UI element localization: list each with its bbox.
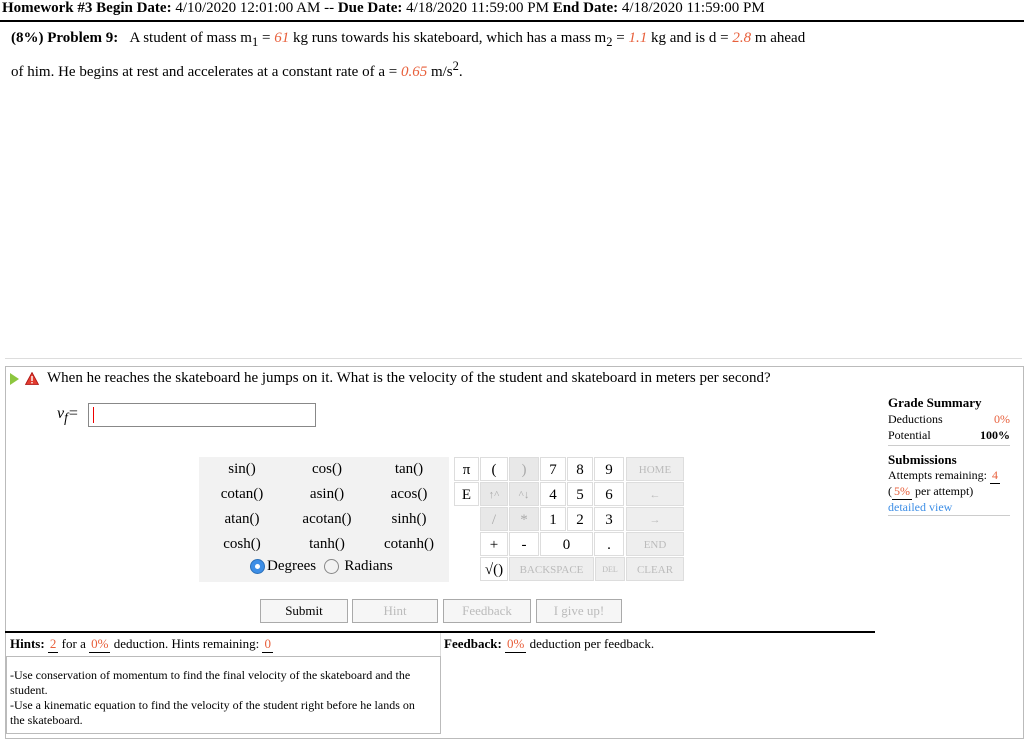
key-5[interactable]: 5 <box>567 482 593 506</box>
due-date-value: 4/18/2020 11:59:00 PM <box>406 0 549 16</box>
key-9[interactable]: 9 <box>594 457 624 481</box>
expand-triangle-icon[interactable] <box>10 373 19 385</box>
begin-date-value: 4/10/2020 12:01:00 AM -- <box>175 0 335 16</box>
key-end[interactable]: END <box>626 532 684 556</box>
key-left[interactable]: ← <box>626 482 684 506</box>
radians-label: Radians <box>344 558 393 574</box>
problem-text-6: m/s <box>427 64 453 80</box>
attempts-label: Attempts remaining: <box>888 468 987 482</box>
potential-value: 100% <box>980 428 1010 442</box>
eq-2: = <box>612 30 629 46</box>
attempts-value: 4 <box>991 468 998 482</box>
grade-summary-divider <box>888 445 1010 446</box>
a-superscript: 2 <box>452 59 459 73</box>
feedback-button[interactable]: Feedback <box>443 599 531 623</box>
problem-text-7: . <box>458 64 463 80</box>
question-line <box>10 370 771 387</box>
radians-radio[interactable] <box>324 559 339 574</box>
func-tan-button[interactable]: tan() <box>394 461 424 477</box>
problem-text-2: kg runs towards his skateboard, which has a mass m <box>289 30 607 46</box>
d-value: 2.8 <box>732 30 752 46</box>
problem-text-1: A student of mass m <box>129 30 252 46</box>
func-tanh-button[interactable]: tanh() <box>309 536 345 552</box>
key-divide[interactable]: / <box>480 507 508 531</box>
key-up[interactable]: ↑^ <box>480 482 508 506</box>
feedback-text: deduction per feedback. <box>529 636 655 651</box>
key-del[interactable]: DEL <box>595 557 625 581</box>
feedback-summary <box>444 636 654 653</box>
m1-subscript: 1 <box>251 35 259 49</box>
problem-weight: (8%) <box>11 30 44 46</box>
detailed-view-link[interactable]: detailed view <box>888 500 1010 516</box>
answer-input[interactable] <box>88 403 316 427</box>
key-4[interactable]: 4 <box>540 482 566 506</box>
func-cos-button[interactable]: cos() <box>312 461 342 477</box>
func-acotan-button[interactable]: acotan() <box>302 511 352 527</box>
per-attempt-pct: 5% <box>894 484 910 498</box>
submit-button[interactable]: Submit <box>260 599 348 623</box>
hint-button[interactable]: Hint <box>352 599 438 623</box>
m1-value: 61 <box>274 30 290 46</box>
func-sinh-button[interactable]: sinh() <box>391 511 427 527</box>
key-1[interactable]: 1 <box>540 507 566 531</box>
problem-text-4: m ahead <box>751 30 806 46</box>
deductions-value: 0% <box>994 412 1010 426</box>
hints-for-a: for a <box>61 636 86 651</box>
hints-deduction: deduction. Hints remaining: <box>113 636 260 651</box>
warning-icon <box>25 372 39 385</box>
key-8[interactable]: 8 <box>567 457 593 481</box>
function-keypad <box>199 457 449 557</box>
answer-variable-label <box>57 405 79 426</box>
func-cotan-button[interactable]: cotan() <box>220 486 264 502</box>
hints-count: 2 <box>49 636 57 651</box>
problem-statement <box>11 26 1011 84</box>
key-right[interactable]: → <box>626 507 684 531</box>
func-cotanh-button[interactable]: cotanh() <box>384 536 434 552</box>
question-text: When he reaches the skateboard he jumps on it. What is the velocity of the student and skateboard in meters per second? <box>47 370 771 386</box>
m2-value: 1.1 <box>628 30 648 46</box>
key-plus[interactable]: + <box>480 532 508 556</box>
key-rparen[interactable]: ) <box>509 457 539 481</box>
func-sin-button[interactable]: sin() <box>228 461 256 477</box>
text-caret <box>93 407 94 423</box>
key-6[interactable]: 6 <box>594 482 624 506</box>
key-clear[interactable]: CLEAR <box>626 557 684 581</box>
key-pi[interactable]: π <box>454 457 479 481</box>
func-atan-button[interactable]: atan() <box>224 511 260 527</box>
header-divider <box>0 20 1024 22</box>
hints-remaining: 0 <box>264 636 271 651</box>
answer-equals: = <box>67 405 79 422</box>
key-lparen[interactable]: ( <box>480 457 508 481</box>
key-3[interactable]: 3 <box>594 507 624 531</box>
grade-summary-title: Grade Summary <box>888 395 982 410</box>
homework-header <box>2 0 765 19</box>
degrees-radio[interactable] <box>250 559 265 574</box>
feedback-pct: 0% <box>507 636 525 651</box>
key-sqrt[interactable]: √() <box>480 557 508 581</box>
per-attempt-text: per attempt) <box>912 484 974 498</box>
key-down[interactable]: ^↓ <box>509 482 539 506</box>
hint-item-1: -Use conservation of momentum to find the final velocity of the skateboard and the student. <box>10 668 411 697</box>
key-e[interactable]: E <box>454 482 479 506</box>
key-dot[interactable]: . <box>594 532 624 556</box>
hints-list <box>10 668 430 728</box>
grade-summary <box>888 395 1010 516</box>
end-date-value: 4/18/2020 11:59:00 PM <box>621 0 765 16</box>
hints-pct: 0% <box>91 636 109 651</box>
section-divider <box>5 358 1022 359</box>
key-7[interactable]: 7 <box>540 457 566 481</box>
answer-var-subscript: f <box>64 410 68 426</box>
give-up-button[interactable]: I give up! <box>536 599 622 623</box>
hints-label: Hints: <box>10 636 45 651</box>
answer-var: v <box>57 405 65 422</box>
key-2[interactable]: 2 <box>567 507 593 531</box>
problem-text-3: kg and is d = <box>647 30 733 46</box>
end-date-label: End Date: <box>552 0 619 16</box>
per-attempt-open: ( <box>888 484 892 498</box>
key-multiply[interactable]: * <box>509 507 539 531</box>
key-backspace[interactable]: BACKSPACE <box>509 557 594 581</box>
key-home[interactable]: HOME <box>626 457 684 481</box>
problem-text-5: of him. He begins at rest and accelerates at a constant rate of a = <box>11 64 401 80</box>
due-date-label: Due Date: <box>337 0 403 16</box>
func-asin-button[interactable]: asin() <box>309 486 345 502</box>
a-value: 0.65 <box>400 64 428 80</box>
key-minus[interactable]: - <box>509 532 539 556</box>
potential-label: Potential <box>888 428 931 442</box>
key-0[interactable]: 0 <box>540 532 593 556</box>
feedback-label: Feedback: <box>444 636 502 651</box>
submissions-title: Submissions <box>888 452 957 467</box>
problem-label: Problem 9: <box>47 30 119 46</box>
hints-summary <box>10 636 273 653</box>
angle-mode <box>250 558 393 575</box>
begin-date-label: Begin Date: <box>96 0 172 16</box>
hint-item-2: -Use a kinematic equation to find the velocity of the student right before he lands on the skateboard. <box>10 698 415 727</box>
deductions-label: Deductions <box>888 412 943 426</box>
degrees-label: Degrees <box>267 558 317 574</box>
eq-1: = <box>258 30 275 46</box>
func-cosh-button[interactable]: cosh() <box>223 536 261 552</box>
func-acos-button[interactable]: acos() <box>390 486 428 502</box>
m2-subscript: 2 <box>606 35 613 49</box>
hw-label: Homework #3 <box>2 0 93 16</box>
